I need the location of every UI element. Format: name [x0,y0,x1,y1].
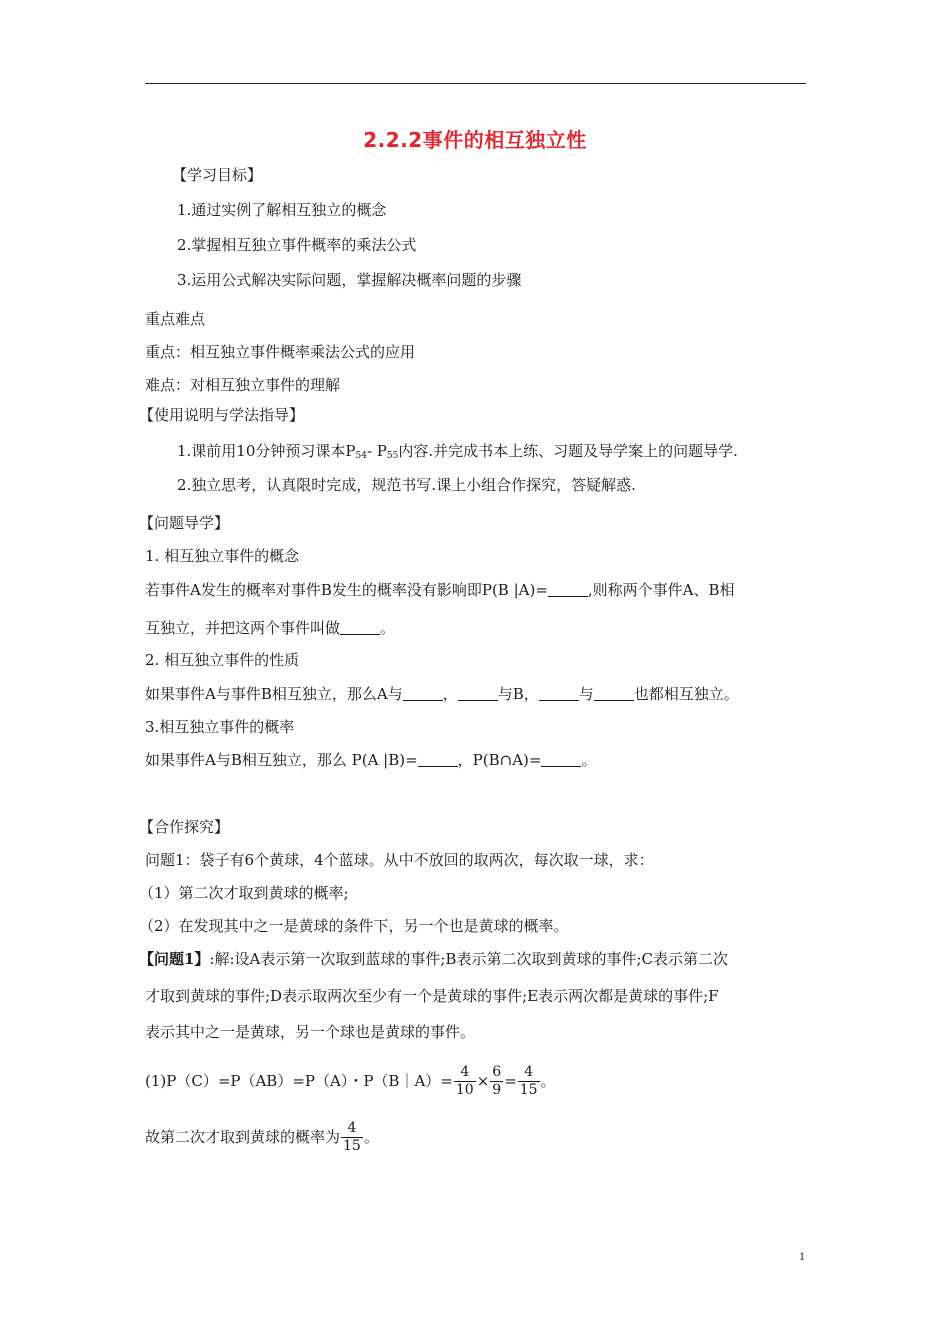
page-subscript: 54 [355,451,367,461]
fill-in-blank[interactable] [340,620,380,635]
text-part: 也都相互独立。 [633,685,739,703]
fraction-numerator: 4 [347,1119,357,1136]
fraction [490,1064,503,1099]
fill-in-blank[interactable] [548,582,588,597]
page-number: 1 [799,1249,805,1263]
guide-s2-line [145,684,739,704]
key-point-focus: 重点：相互独立事件概率乘法公式的应用 [145,343,416,361]
problem-question: （2）在发现其中之一是黄球的条件下，另一个也是黄球的概率。 [139,917,569,935]
usage-item-1-part: 内容.并完成书本上练、习题及导学案上的问题导学. [398,442,738,460]
key-point-difficulty: 难点：对相互独立事件的理解 [145,376,341,394]
text-part: 。 [581,751,597,769]
text-part: 与B， [497,685,539,703]
header-rule [145,83,806,84]
solution-line-2: 才取到黄球的事件;D表示取两次至少有一个是黄球的事件;E表示两次都是黄球的事件;F [145,987,719,1005]
page-subscript: 55 [386,451,399,461]
solution-line-1 [139,949,728,969]
text-part: 与 [578,685,594,703]
fraction-numerator: 4 [460,1063,470,1080]
usage-item-1-part: - P [366,442,387,460]
objectives-header: 【学习目标】 [172,166,263,184]
text-part: ，P(B∩A)= [457,751,542,769]
times-sign: × [476,1072,490,1090]
fraction-denominator: 15 [343,1137,361,1154]
objective-item: 2.掌握相互独立事件概率的乘法公式 [177,236,417,254]
key-points-header: 重点难点 [145,310,206,328]
text-part: ,则称两个事件A、B相 [587,581,735,599]
fill-in-blank[interactable] [539,686,579,701]
conclusion-text: 故第二次才取到黄球的概率为 [145,1128,341,1146]
objective-item: 3.运用公式解决实际问题，掌握解决概率问题的步骤 [177,271,522,289]
fraction-denominator: 9 [492,1081,502,1098]
fraction-denominator: 10 [455,1081,474,1098]
guide-s1-line2 [145,618,395,638]
solution-line-3: 表示其中之一是黄球，另一个球也是黄球的事件。 [145,1023,476,1041]
fill-in-blank[interactable] [403,686,443,701]
problem-question: （1）第二次才取到黄球的概率; [139,884,349,902]
solution-conclusion [145,1114,379,1159]
fraction-numerator: 6 [492,1063,502,1080]
text-part: 若事件A发生的概率对事件B发生的概率没有影响即P(B |A)= [145,581,548,599]
guide-s1-line1 [145,580,735,600]
guide-s3-line [145,750,596,770]
text-part: 。 [380,619,396,637]
equals-sign: = [504,1072,517,1090]
guide-section-heading: 1. 相互独立事件的概念 [145,547,300,565]
fraction-numerator: 4 [524,1063,534,1080]
page-title: 2.2.2事件的相互独立性 [363,128,587,152]
solution-formula [145,1058,556,1103]
problem-statement: 问题1：袋子有6个黄球，4个蓝球。从中不放回的取两次，每次取一球，求： [145,851,654,869]
usage-header: 【使用说明与学法指导】 [139,406,305,424]
fraction [454,1064,476,1099]
fraction [518,1064,540,1099]
explore-header: 【合作探究】 [139,818,230,836]
usage-item-2: 2.独立思考，认真限时完成，规范书写.课上小组合作探究，答疑解惑. [177,476,636,494]
text-part: 如果事件A与事件B相互独立，那么A与 [145,685,403,703]
fill-in-blank[interactable] [541,752,581,767]
text-part: 如果事件A与B相互独立，那么 P(A |B)= [145,751,418,769]
text-part: ， [442,685,458,703]
text-part: :解:设A表示第一次取到蓝球的事件;B表示第二次取到黄球的事件;C表示第二次 [209,950,728,968]
guide-section-heading: 3.相互独立事件的概率 [145,718,295,736]
objective-item: 1.通过实例了解相互独立的概念 [177,201,387,219]
guide-section-heading: 2. 相互独立事件的性质 [145,651,300,669]
usage-item-1 [177,441,738,466]
fraction-denominator: 15 [519,1081,538,1098]
formula-text: (1)P（C）=P（AB）=P（A）・P（B｜A）= [145,1072,453,1090]
fill-in-blank[interactable] [458,686,498,701]
fill-in-blank[interactable] [594,686,634,701]
usage-item-1-part: 1.课前用10分钟预习课本P [177,442,356,460]
conclusion-suffix: 。 [363,1128,379,1146]
fill-in-blank[interactable] [418,752,458,767]
guide-header: 【问题导学】 [139,514,230,532]
formula-suffix: 。 [540,1072,556,1090]
solution-label: 【问题1】 [139,950,210,968]
fraction [341,1120,363,1155]
text-part: 互独立，并把这两个事件叫做 [145,619,341,637]
